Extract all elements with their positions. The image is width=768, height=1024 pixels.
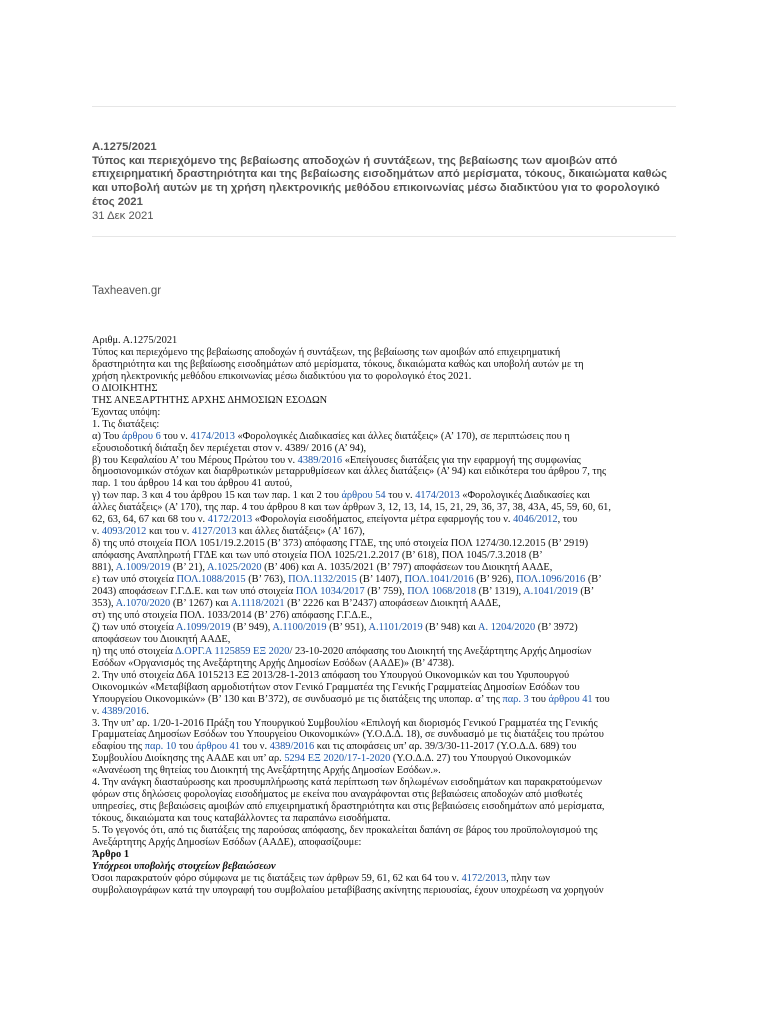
reference-link[interactable]: 4389/2016 — [297, 454, 343, 466]
reference-link[interactable]: ΠΟΛ 1034/2017 — [295, 586, 365, 598]
reference-link[interactable]: Α. 1204/2020 — [478, 621, 536, 633]
reference-link[interactable]: 4127/2013 — [191, 526, 237, 538]
top-divider — [92, 106, 676, 107]
text-run: , πλην των συμβολαιογράφων κατά την υπογραφή του συμβολαίου μεταβίβασης ακίνητης περιουσίας, έχουν υποχρέωση να χορηγούν — [92, 872, 604, 896]
text-run: η) της υπό στοιχεία — [92, 645, 176, 657]
text-run: (Β’ 1407), — [356, 574, 405, 586]
text-run: (Β’ 2043) αποφάσεων Γ.Γ.Δ.Ε. και των υπό στοιχεία — [92, 574, 602, 598]
reference-link[interactable]: παρ. 10 — [144, 741, 177, 753]
reference-link[interactable]: 4174/2013 — [190, 430, 235, 442]
reference-link[interactable]: Α.1009/2019 — [115, 562, 171, 574]
text-run: «Επείγουσες διατάξεις για την εφαρμογή της συμφωνίας δημοσιονομικών στόχων και διαρθρωτικών μεταρρυθμίσεων και άλλες διατάξεις» (Α’ 94) και ειδικότερα του άρθρου 7, της παρ. 1 του άρθρου 14 και του άρθρου 41 αυτού, — [92, 454, 607, 490]
text-run: (Β’ 948) και — [422, 621, 479, 633]
document-body — [92, 335, 678, 897]
site-name: Taxheaven.gr — [92, 285, 162, 297]
reference-link[interactable]: άρθρου 41 — [548, 693, 593, 705]
reference-link[interactable]: άρθρου 54 — [341, 490, 386, 502]
clause-d: δ) της υπό στοιχεία ΠΟΛ 1051/19.2.2015 (Β’ 373) απόφασης ΓΓΔΕ, της υπό στοιχεία ΠΟΛ 1274/30.12.2015 (Β’ 2919) απόφασης Αναπληρωτή ΓΓΔΕ και των υπό στοιχεία ΠΟΛ 1025/21.2.2017 (Β’ 618), ΠΟΛ 1045/7.3.2018 (Β’ — [92, 538, 589, 562]
reference-link[interactable]: άρθρου 6 — [121, 430, 161, 442]
text-run: «Φορολογικές Διαδικασίες και άλλες διατάξεις» (Α’ 170), της παρ. 4 του άρθρου 8 και των άρθρων 3, 12, 13, 14, 15, 21, 29, 36, 37, 38, 43Α, 45, 59, 60, 61, 62, 63, 64, 67 και 68 του ν. — [92, 490, 611, 526]
reference-link[interactable]: Α.1100/2019 — [272, 621, 327, 633]
reference-link[interactable]: 4174/2013 — [415, 490, 460, 502]
reference-link[interactable]: ΠΟΛ 1068/2018 — [407, 586, 477, 598]
clause-d-cont — [92, 562, 678, 574]
text-run: (Β’ 3972) αποφάσεων του Διοικητή ΑΑΔΕ, — [92, 621, 578, 645]
text-run: και τις αποφάσεις υπ’ αρ. 39/3/30-11-2017 (Υ.Ο.Δ.Δ. 689) του Συμβουλίου Διοίκησης της ΑΑΔΕ και υπ’ αρ. — [92, 741, 577, 765]
reference-link[interactable]: Α.1101/2019 — [368, 621, 423, 633]
reference-link[interactable]: Α.1041/2019 — [523, 586, 578, 598]
reference-link[interactable]: 4172/2013 — [461, 872, 507, 884]
clause-a — [92, 431, 678, 455]
text-run: «Φορολογικές Διαδικασίες και άλλες διατάξεις» (Α’ 170), σε περιπτώσεις που η εξουσιοδοτική διάταξη δεν περιέχεται στον ν. 4389/ 2016 (Α’ 94), — [92, 430, 570, 454]
text-run: του ν. — [160, 430, 191, 442]
reference-link[interactable]: 4172/2013 — [207, 514, 253, 526]
reference-link[interactable]: 5294 ΕΞ 2020/17-1-2020 — [284, 753, 391, 765]
clause-b — [92, 455, 678, 491]
reference-link[interactable]: 4046/2012 — [513, 514, 558, 526]
document-code: Α.1275/2021 — [92, 141, 157, 153]
reference-link[interactable]: 4093/2012 — [101, 526, 147, 538]
clause-h — [92, 646, 678, 670]
text-run: (Β’ 951), — [326, 621, 369, 633]
text-run: ε) των υπό στοιχεία — [92, 574, 177, 586]
text-run: «Φορολογία εισοδήματος, επείγοντα μέτρα εφαρμογής του ν. — [252, 514, 514, 526]
text-run: (Β’ 949), — [230, 621, 273, 633]
text-run: (Β’ 763), — [245, 574, 289, 586]
text-run: . — [146, 705, 149, 717]
text-run: του — [176, 741, 196, 753]
text-run: 2. Την υπό στοιχεία Δ6Α 1015213 ΕΞ 2013/28-1-2013 απόφαση του Υπουργού Οικονομικών και του Υφυπουργού Οικονομικών «Μεταβίβαση αρμοδιοτήτων στον Γενικό Γραμματέα της Γενικής Γραμματείας Δημοσίων Εσόδων του Υπουργείου Οικονομικών» (Β’ 130 και Β’372), σε συνδυασμό με τις διατάξεις της υποπαρ. α’ της — [92, 669, 580, 705]
reference-link[interactable]: Α.1070/2020 — [115, 597, 171, 609]
text-run: ζ) των υπό στοιχεία — [92, 621, 176, 633]
reference-link[interactable]: ΠΟΛ.1088/2015 — [176, 574, 246, 586]
reference-link[interactable]: παρ. 3 — [502, 693, 529, 705]
header-divider — [92, 236, 676, 237]
reference-link[interactable]: 4389/2016 — [101, 705, 147, 717]
reference-link[interactable]: άρθρου 41 — [195, 741, 241, 753]
text-run: του ν. — [92, 693, 610, 717]
reference-link[interactable]: 4389/2016 — [269, 741, 315, 753]
text-run: β) του Κεφαλαίου Α’ του Μέρους Πρώτου του ν. — [92, 454, 298, 466]
reference-link[interactable]: Α.1099/2019 — [175, 621, 231, 633]
document-header — [92, 141, 682, 223]
clause-e — [92, 574, 678, 622]
text-run: (Β’ 353), — [92, 586, 595, 609]
text-run: του — [528, 693, 549, 705]
text-run: και άλλες διατάξεις» (Α’ 167), — [236, 526, 365, 538]
article-heading: Άρθρο 1 — [92, 848, 130, 860]
reference-link[interactable]: ΠΟΛ.1041/2016 — [404, 574, 474, 586]
text-run: του ν. — [385, 490, 416, 502]
text-run: / 23-10-2020 απόφασης του Διοικητή της Ανεξάρτητης Αρχής Δημοσίων Εσόδων «Οργανισμός της Ανεξάρτητης Αρχής Δημοσίων Εσόδων (ΑΑΔΕ)» (Β’ 4738). — [92, 645, 592, 669]
text-run: (Β’ 21), — [170, 562, 207, 574]
clause-z — [92, 622, 678, 646]
article-title: Υπόχρεοι υποβολής στοιχείων βεβαιώσεων — [92, 860, 276, 872]
document-date: 31 Δεκ 2021 — [92, 209, 154, 222]
text-run: του ν. — [240, 741, 270, 753]
text-run: (Β’ 1319), — [476, 586, 524, 598]
text-run: 3. Την υπ’ αρ. 1/20-1-2016 Πράξη του Υπουργικού Συμβουλίου «Επιλογή και διορισμός Γενικού Γραμματέα της Γενικής Γραμματείας Δημοσίων Εσόδων του Υπουργείου Οικονομικών» (Υ.Ο.Δ.Δ. 18), σε συνδυασμό με τις διατάξεις του πρώτου εδαφίου της — [92, 717, 604, 753]
text-run: και του ν. — [146, 526, 192, 538]
reference-link[interactable]: Α.1025/2020 — [206, 562, 262, 574]
text-run: (Υ.Ο.Δ.Δ. 27) του Υπουργού Οικονομικών «Ανανέωση της θητείας του Διοικητή της Ανεξάρτητης Αρχής Δημοσίων Εσόδων.». — [92, 753, 571, 777]
text-run: (Β’ 2226 και Β’2437) αποφάσεων Διοικητή ΑΑΔΕ, στ) της υπό στοιχεία ΠΟΛ. 1033/2014 (Β’ 276) απόφασης Γ.Γ.Δ.Ε., — [92, 597, 501, 621]
text-run: (Β’ 1267) και — [170, 597, 231, 609]
paragraph-2 — [92, 670, 678, 718]
paragraph-3 — [92, 718, 678, 778]
text-run: γ) των παρ. 3 και 4 του άρθρου 15 και των παρ. 1 και 2 του — [92, 490, 342, 502]
text-run: (Β’ 759), — [364, 586, 408, 598]
reference-link[interactable]: ΠΟΛ.1096/2016 — [516, 574, 586, 586]
reference-link[interactable]: ΠΟΛ.1132/2015 — [288, 574, 357, 586]
text-run: 881), — [92, 562, 116, 574]
text-run: , του ν. — [92, 514, 578, 538]
intro-text: Αριθμ. Α.1275/2021 Τύπος και περιεχόμενο της βεβαίωσης αποδοχών ή συντάξεων, της βεβαίωσης των αμοιβών από επιχειρηματική δραστηριότητα και της βεβαίωσης εισοδημάτων από μερίσματα, τόκους, δικαιώματα καθώς και υποβολή αυτών με τη χρήση ηλεκτρονικής μεθόδου επικοινωνίας μέσω διαδικτύου για το φορολογικό έτος 2021. Ο ΔΙΟΙΚΗΤΗΣ ΤΗΣ ΑΝΕΞΑΡΤΗΤΗΣ ΑΡΧΗΣ ΔΗΜΟΣΙΩΝ ΕΣΟΔΩΝ Έχοντας υπόψη: 1. Τις διατάξεις: — [92, 335, 584, 430]
text-run: (Β’ 926), — [473, 574, 517, 586]
text-run: α) Του — [92, 430, 122, 442]
article-text — [92, 873, 678, 897]
document-title: Τύπος και περιεχόμενο της βεβαίωσης αποδοχών ή συντάξεων, της βεβαίωσης των αμοιβών από επιχειρηματική δραστηριότητα και της βεβαίωσης εισοδημάτων από μερίσματα, τόκους, δικαιώματα καθώς και υποβολή αυτών με τη χρήση ηλεκτρονικής μεθόδου επικοινωνίας μέσω διαδικτύου για το φορολογικό έτος 2021 — [92, 154, 667, 208]
text-run: (Β’ 406) και Α. 1035/2021 (Β’ 797) αποφάσεων του Διοικητή ΑΑΔΕ, — [261, 562, 553, 574]
text-run: Όσοι παρακρατούν φόρο σύμφωνα με τις διατάξεις των άρθρων 59, 61, 62 και 64 του ν. — [92, 872, 462, 884]
reference-link[interactable]: Α.1118/2021 — [230, 597, 285, 609]
clause-c — [92, 490, 678, 538]
reference-link[interactable]: Δ.ΟΡΓ.Α 1125859 ΕΞ 2020 — [175, 645, 290, 657]
paragraph-4-5: 4. Την ανάγκη διασταύρωσης και προσυμπλήρωσης κατά περίπτωση των δηλωμένων εισοδημάτων και παρακρατούμενων φόρων στις δηλώσεις φορολογίας εισοδήματος με εκείνα που αναγράφονται στις βεβαιώσεις αποδοχών από μισθωτές υπηρεσίες, στις βεβαιώσεις αμοιβών από επιχειρηματική δραστηριότητα και στις βεβαιώσεις εισοδημάτων από μερίσματα, τόκους, δικαιώματα και τους καταβάλλοντες τα παραπάνω εισοδήματα. 5. Το γεγονός ότι, από τις διατάξεις της παρούσας απόφασης, δεν προκαλείται δαπάνη σε βάρος του προϋπολογισμού της Ανεξάρτητης Αρχής Δημοσίων Εσόδων (ΑΑΔΕ), αποφασίζουμε: — [92, 777, 605, 849]
